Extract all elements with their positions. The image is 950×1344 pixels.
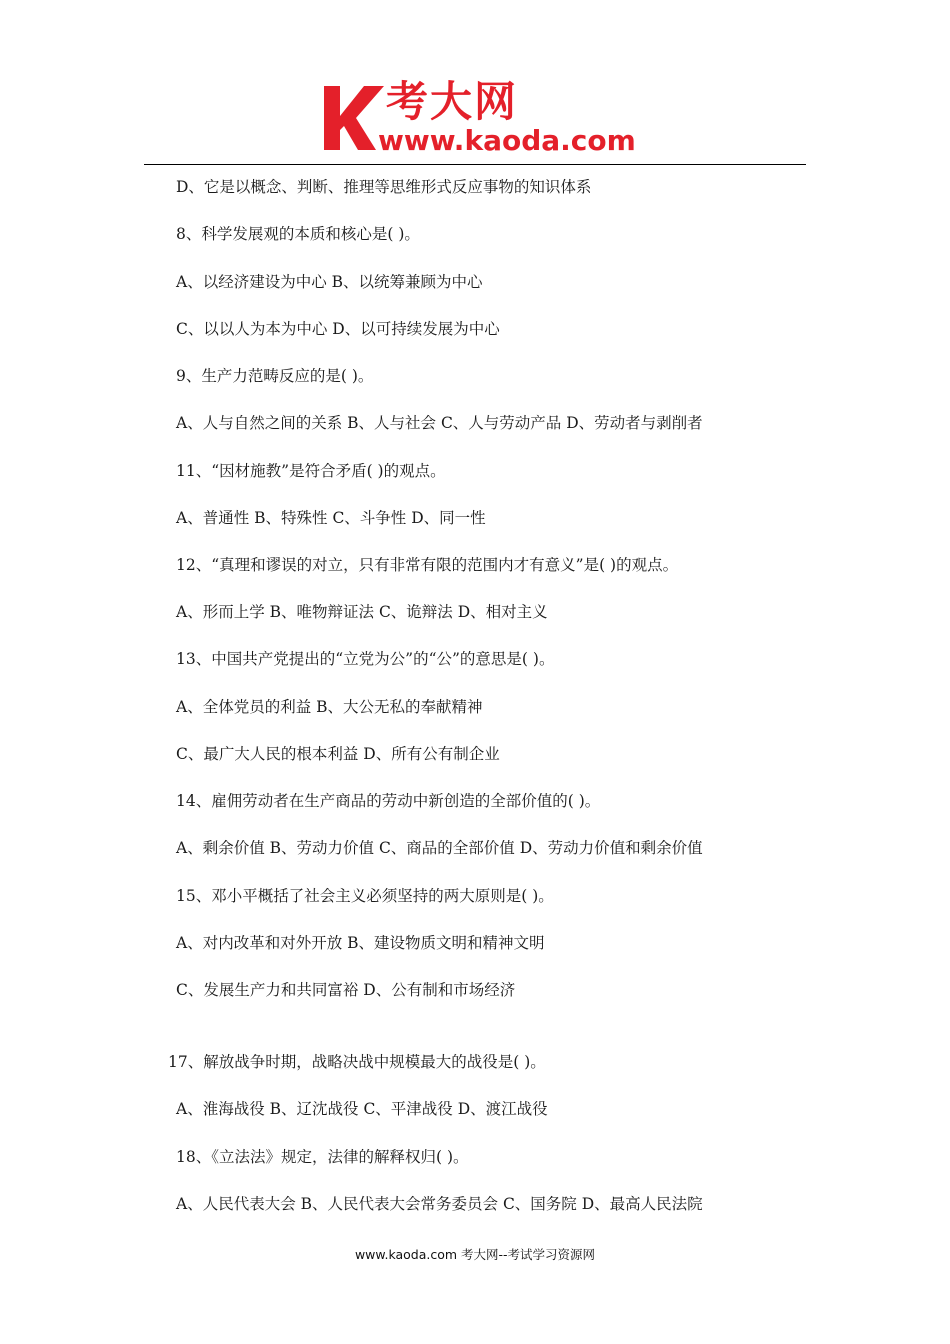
logo-url-text: www.kaoda.com: [378, 124, 636, 157]
option-line: A、以经济建设为中心 B、以统筹兼顾为中心: [176, 273, 483, 291]
option-line: A、形而上学 B、唯物辩证法 C、诡辩法 D、相对主义: [176, 603, 548, 621]
header-divider: [144, 164, 806, 165]
option-line: C、以以人为本为中心 D、以可持续发展为中心: [176, 320, 500, 338]
option-line: C、发展生产力和共同富裕 D、公有制和市场经济: [176, 981, 516, 999]
option-line: A、普通性 B、特殊性 C、斗争性 D、同一性: [176, 509, 486, 527]
question-line: 14、雇佣劳动者在生产商品的劳动中新创造的全部价值的( )。: [176, 792, 601, 810]
option-line: C、最广大人民的根本利益 D、所有公有制企业: [176, 745, 500, 763]
logo-chinese-text: 考大网: [386, 77, 519, 126]
question-line: 8、科学发展观的本质和核心是( )。: [176, 225, 420, 243]
option-line: A、人与自然之间的关系 B、人与社会 C、人与劳动产品 D、劳动者与剥削者: [176, 414, 703, 432]
question-line: 11、“因材施教”是符合矛盾( )的观点。: [176, 462, 446, 480]
site-logo: [318, 78, 648, 160]
option-line: A、对内改革和对外开放 B、建设物质文明和精神文明: [176, 934, 545, 952]
question-line: 15、邓小平概括了社会主义必须坚持的两大原则是( )。: [176, 887, 554, 905]
page-footer: www.kaoda.com 考大网--考试学习资源网: [354, 1247, 596, 1262]
option-line: A、淮海战役 B、辽沈战役 C、平津战役 D、渡江战役: [176, 1100, 548, 1118]
option-line: A、全体党员的利益 B、大公无私的奉献精神: [176, 698, 483, 716]
question-line: 12、“真理和谬误的对立，只有非常有限的范围内才有意义”是( )的观点。: [176, 556, 679, 574]
option-line: A、剩余价值 B、劳动力价值 C、商品的全部价值 D、劳动力价值和剩余价值: [176, 839, 703, 857]
question-line: 13、中国共产党提出的“立党为公”的“公”的意思是( )。: [176, 650, 555, 668]
question-line: 18、《立法法》规定，法律的解释权归( )。: [176, 1148, 469, 1166]
question-line: 17、解放战争时期，战略决战中规模最大的战役是( )。: [168, 1053, 546, 1071]
option-line: A、人民代表大会 B、人民代表大会常务委员会 C、国务院 D、最高人民法院: [176, 1195, 703, 1213]
question-line: 9、生产力范畴反应的是( )。: [176, 367, 374, 385]
text-line: D、它是以概念、判断、推理等思维形式反应事物的知识体系: [176, 178, 592, 196]
